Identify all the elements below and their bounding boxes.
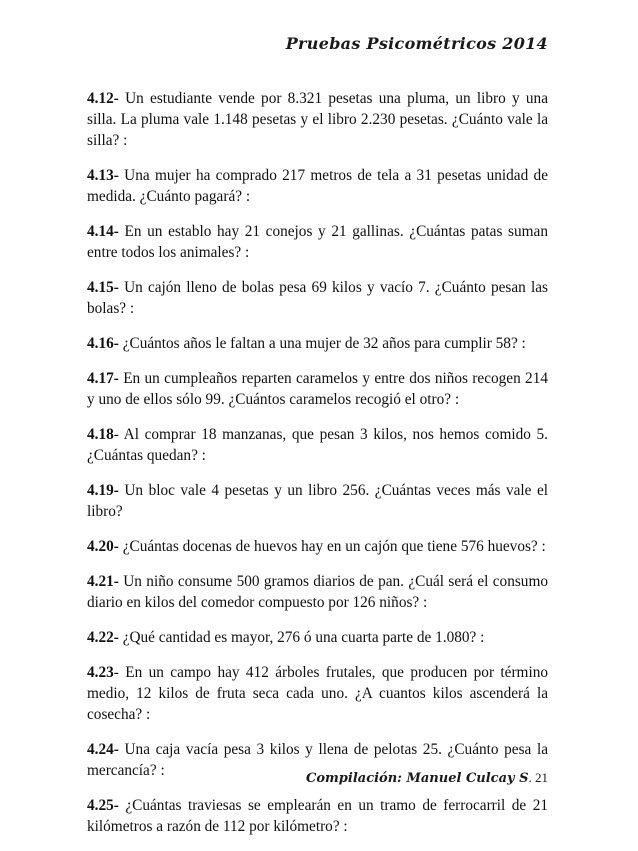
question-item <box>87 368 548 410</box>
question-item <box>87 333 548 354</box>
question-number: 4.16- <box>87 335 119 352</box>
question-item <box>87 571 548 613</box>
question-item <box>87 424 548 466</box>
question-number: 4.20- <box>87 538 119 555</box>
question-text: ¿Qué cantidad es mayor, 276 ó una cuarta parte de 1.080? : <box>118 629 485 646</box>
question-text: Un bloc vale 4 pesetas y un libro 256. ¿Cuántas veces más vale el libro? <box>87 482 548 520</box>
question-item <box>87 795 548 837</box>
page-header-title: Pruebas Psicométricos 2014 <box>285 34 548 53</box>
question-number: 4.13- <box>87 167 119 184</box>
question-item <box>87 277 548 319</box>
question-text: - En un campo hay 412 árboles frutales, que producen por término medio, 12 kilos de fruta seca cada uno. ¿A cuantos kilos ascenderá la cosecha? : <box>87 664 548 723</box>
question-number: 4.15- <box>87 279 119 296</box>
footer-compilation-label: Compilación: Manuel Culcay S <box>306 771 529 786</box>
question-number: 4.17- <box>87 370 119 387</box>
question-text: Un cajón lleno de bolas pesa 69 kilos y vacío 7. ¿Cuánto pesan las bolas? : <box>87 279 548 317</box>
question-number: 4.21- <box>87 573 119 590</box>
question-item <box>87 536 548 557</box>
question-number: 4.12- <box>87 90 119 107</box>
question-number: 4.24- <box>87 741 119 758</box>
question-number: 4.23 <box>87 664 114 681</box>
question-text: Un niño consume 500 gramos diarios de pan. ¿Cuál será el consumo diario en kilos del comedor compuesto por 126 niños? : <box>87 573 548 611</box>
question-text: ¿Cuántas docenas de huevos hay en un cajón que tiene 576 huevos? : <box>118 538 546 555</box>
question-number: 4.19- <box>87 482 119 499</box>
question-number: 4.22- <box>87 629 119 646</box>
question-item <box>87 165 548 207</box>
question-item <box>87 627 548 648</box>
question-item <box>87 221 548 263</box>
question-text: Una caja vacía pesa 3 kilos y llena de pelotas 25. ¿Cuánto pesa la mercancía? : <box>87 741 548 779</box>
question-text: ¿Cuántos años le faltan a una mujer de 32 años para cumplir 58? : <box>118 335 526 352</box>
question-text: En un cumpleaños reparten caramelos y entre dos niños recogen 214 y uno de ellos sólo 99. ¿Cuántos caramelos recogió el otro? : <box>87 370 548 408</box>
page-footer <box>306 770 548 786</box>
question-number: 4.25- <box>87 797 119 814</box>
question-item <box>87 662 548 725</box>
question-number: 4.14- <box>87 223 119 240</box>
question-item <box>87 480 548 522</box>
question-text: - Al comprar 18 manzanas, que pesan 3 kilos, nos hemos comido 5. ¿Cuántas quedan? : <box>87 426 548 464</box>
question-text: Un estudiante vende por 8.321 pesetas una pluma, un libro y una silla. La pluma vale 1.148 pesetas y el libro 2.230 pesetas. ¿Cuánto vale la silla? : <box>87 90 548 149</box>
question-text: Una mujer ha comprado 217 metros de tela a 31 pesetas unidad de medida. ¿Cuánto pagará? : <box>87 167 548 205</box>
question-number: 4.18 <box>87 426 114 443</box>
question-text: En un establo hay 21 conejos y 21 gallinas. ¿Cuántas patas suman entre todos los animales? : <box>87 223 548 261</box>
page-number: . 21 <box>528 770 548 785</box>
question-item <box>87 88 548 151</box>
question-list <box>87 88 548 851</box>
question-text: ¿Cuántas traviesas se emplearán en un tramo de ferrocarril de 21 kilómetros a razón de 112 por kilómetro? : <box>87 797 548 835</box>
